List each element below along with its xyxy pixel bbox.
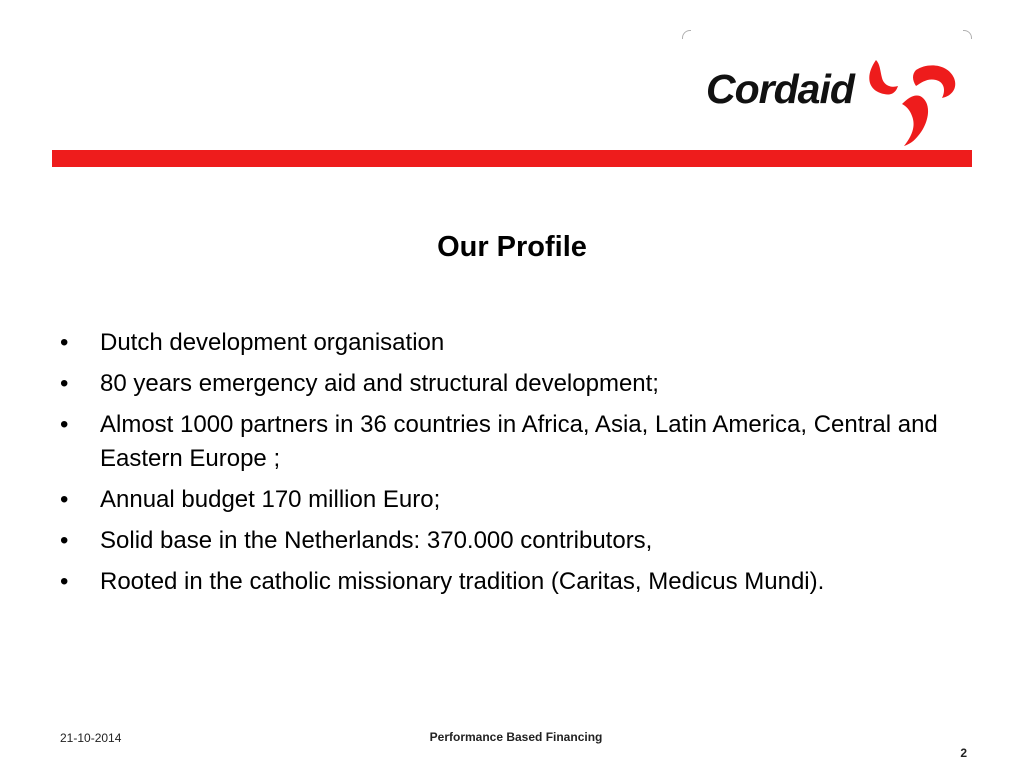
logo [682, 30, 972, 150]
bullet-text: Annual budget 170 million Euro; [100, 486, 441, 513]
logo-wordmark: Cordaid [706, 66, 854, 112]
list-item [52, 408, 972, 476]
bullet-text: Almost 1000 partners in 36 countries in Africa, Asia, Latin America, Central and Eastern Europe ; [100, 411, 938, 472]
bullet-text: 80 years emergency aid and structural development; [100, 370, 659, 397]
page-number: 2 [960, 746, 967, 760]
list-item [52, 326, 972, 360]
list-item [52, 367, 972, 401]
footer-title: Performance Based Financing [429, 730, 603, 744]
logo-frame-corner [963, 30, 972, 39]
bullet-icon: • [60, 411, 69, 438]
slide-title: Our Profile [437, 231, 587, 263]
header-red-bar [52, 150, 972, 167]
list-item [52, 565, 972, 599]
bullet-list [52, 326, 972, 606]
bullet-text: Solid base in the Netherlands: 370.000 contributors, [100, 527, 653, 554]
list-item [52, 483, 972, 517]
logo-frame-corner [682, 30, 691, 39]
bullet-icon: • [60, 568, 69, 595]
bullet-icon: • [60, 486, 69, 513]
bullet-text: Dutch development organisation [100, 329, 445, 356]
bullet-text: Rooted in the catholic missionary tradition (Caritas, Medicus Mundi). [100, 568, 825, 595]
footer-date: 21-10-2014 [60, 731, 122, 745]
bullet-icon: • [60, 329, 69, 356]
list-item [52, 524, 972, 558]
bullet-icon: • [60, 527, 69, 554]
cordaid-swirl-icon [862, 52, 958, 148]
bullet-icon: • [60, 370, 69, 397]
